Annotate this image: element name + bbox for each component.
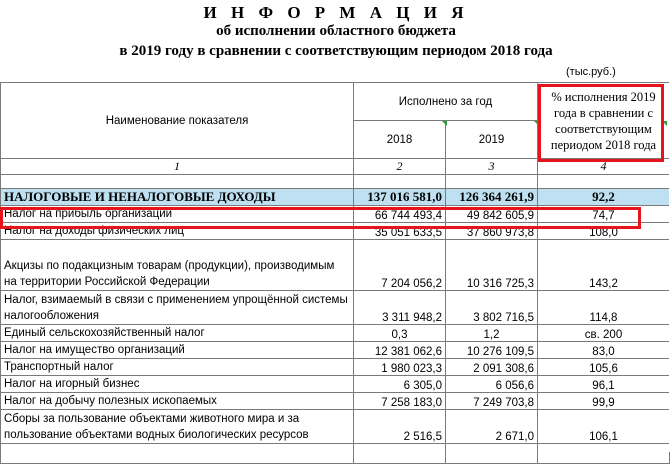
table-row bbox=[1, 359, 670, 376]
highlight-percent-header bbox=[538, 84, 664, 162]
row-value-2019: 1,2 bbox=[446, 325, 538, 342]
row-value-2018: 35 051 633,5 bbox=[354, 223, 446, 240]
table-row bbox=[1, 240, 670, 291]
report-period: в 2019 году в сравнении с соответствующим периодом 2018 года bbox=[119, 43, 553, 59]
row-percent: 96,1 bbox=[538, 376, 670, 393]
table-row bbox=[1, 291, 670, 325]
row-value-2019: 37 860 973,8 bbox=[446, 223, 538, 240]
row-value-2019: 7 249 703,8 bbox=[446, 393, 538, 410]
row-percent: 106,1 bbox=[538, 410, 670, 444]
row-percent: 108,0 bbox=[538, 223, 670, 240]
row-percent: 92,2 bbox=[538, 189, 670, 206]
row-value-2019: 2 091 308,6 bbox=[446, 359, 538, 376]
row-value-2018: 12 381 062,6 bbox=[354, 342, 446, 359]
report-title: И Н Ф О Р М А Ц И Я bbox=[203, 3, 469, 22]
row-percent: св. 200 bbox=[538, 325, 670, 342]
row-percent: 99,9 bbox=[538, 393, 670, 410]
row-value-2019: 2 671,0 bbox=[446, 410, 538, 444]
row-percent: 83,0 bbox=[538, 342, 670, 359]
comment-marker-icon bbox=[442, 121, 447, 126]
header-indicator-name: Наименование показателя bbox=[1, 83, 354, 159]
header-executed: Исполнено за год bbox=[354, 83, 538, 121]
table-row bbox=[1, 376, 670, 393]
row-value-2019: 3 802 716,5 bbox=[446, 291, 538, 325]
row-value-2019: 10 276 109,5 bbox=[446, 342, 538, 359]
column-number: 4 bbox=[538, 159, 670, 175]
units-label: (тыс.руб.) bbox=[566, 66, 616, 78]
row-value-2018: 3 311 948,2 bbox=[354, 291, 446, 325]
row-value-2018: 2 516,5 bbox=[354, 410, 446, 444]
row-percent: 143,2 bbox=[538, 240, 670, 291]
row-name: Налог на имущество организаций bbox=[1, 342, 354, 359]
row-value-2018: 7 204 056,2 bbox=[354, 240, 446, 291]
row-value-2018: 0,3 bbox=[354, 325, 446, 342]
row-value-2018: 66 744 493,4 bbox=[354, 206, 446, 223]
row-name: Налог на доходы физических лиц bbox=[1, 223, 354, 240]
table-row bbox=[1, 410, 670, 444]
table-row bbox=[1, 444, 670, 464]
column-number: 2 bbox=[354, 159, 446, 175]
column-number: 3 bbox=[446, 159, 538, 175]
row-value-2018: 7 258 183,0 bbox=[354, 393, 446, 410]
row-name: НАЛОГОВЫЕ И НЕНАЛОГОВЫЕ ДОХОДЫ bbox=[1, 189, 354, 206]
column-number: 1 bbox=[1, 159, 354, 175]
row-value-2018: 1 980 023,3 bbox=[354, 359, 446, 376]
row-percent: 105,6 bbox=[538, 359, 670, 376]
row-value-2019: 6 056,6 bbox=[446, 376, 538, 393]
table-row bbox=[1, 325, 670, 342]
row-value-2018: 6 305,0 bbox=[354, 376, 446, 393]
row-name: Налог, взимаемый в связи с применением упрощённой системы налогообложения bbox=[1, 291, 354, 325]
row-name: Единый сельскохозяйственный налог bbox=[1, 325, 354, 342]
row-name: Акцизы по подакцизным товарам (продукции), производимым на территории Российской Федерации bbox=[1, 240, 354, 291]
row-name: Налог на прибыль организаций bbox=[1, 206, 354, 223]
row-name: Сборы за пользование объектами животного мира и за пользование объектами водных биологических ресурсов bbox=[1, 410, 354, 444]
row-name: Налог на игорный бизнес bbox=[1, 376, 354, 393]
row-name: Налог на добычу полезных ископаемых bbox=[1, 393, 354, 410]
table-row bbox=[1, 189, 670, 206]
row-percent: 74,7 bbox=[538, 206, 670, 223]
table-row bbox=[1, 393, 670, 410]
row-name: Транспортный налог bbox=[1, 359, 354, 376]
table-row bbox=[1, 342, 670, 359]
row-percent: 114,8 bbox=[538, 291, 670, 325]
header-percent: % исполнения 2019 года в сравнении с соответствующим периодом 2018 года bbox=[538, 83, 670, 159]
header-year-2018: 2018 bbox=[354, 121, 446, 159]
header-year-2019: 2019 bbox=[446, 121, 538, 159]
row-value-2019: 10 316 725,3 bbox=[446, 240, 538, 291]
report-subtitle: об исполнении областного бюджета bbox=[216, 23, 456, 39]
row-value-2019: 126 364 261,9 bbox=[446, 189, 538, 206]
row-value-2019: 49 842 605,9 bbox=[446, 206, 538, 223]
highlight-profit-tax-row bbox=[0, 207, 641, 229]
row-value-2018: 137 016 581,0 bbox=[354, 189, 446, 206]
